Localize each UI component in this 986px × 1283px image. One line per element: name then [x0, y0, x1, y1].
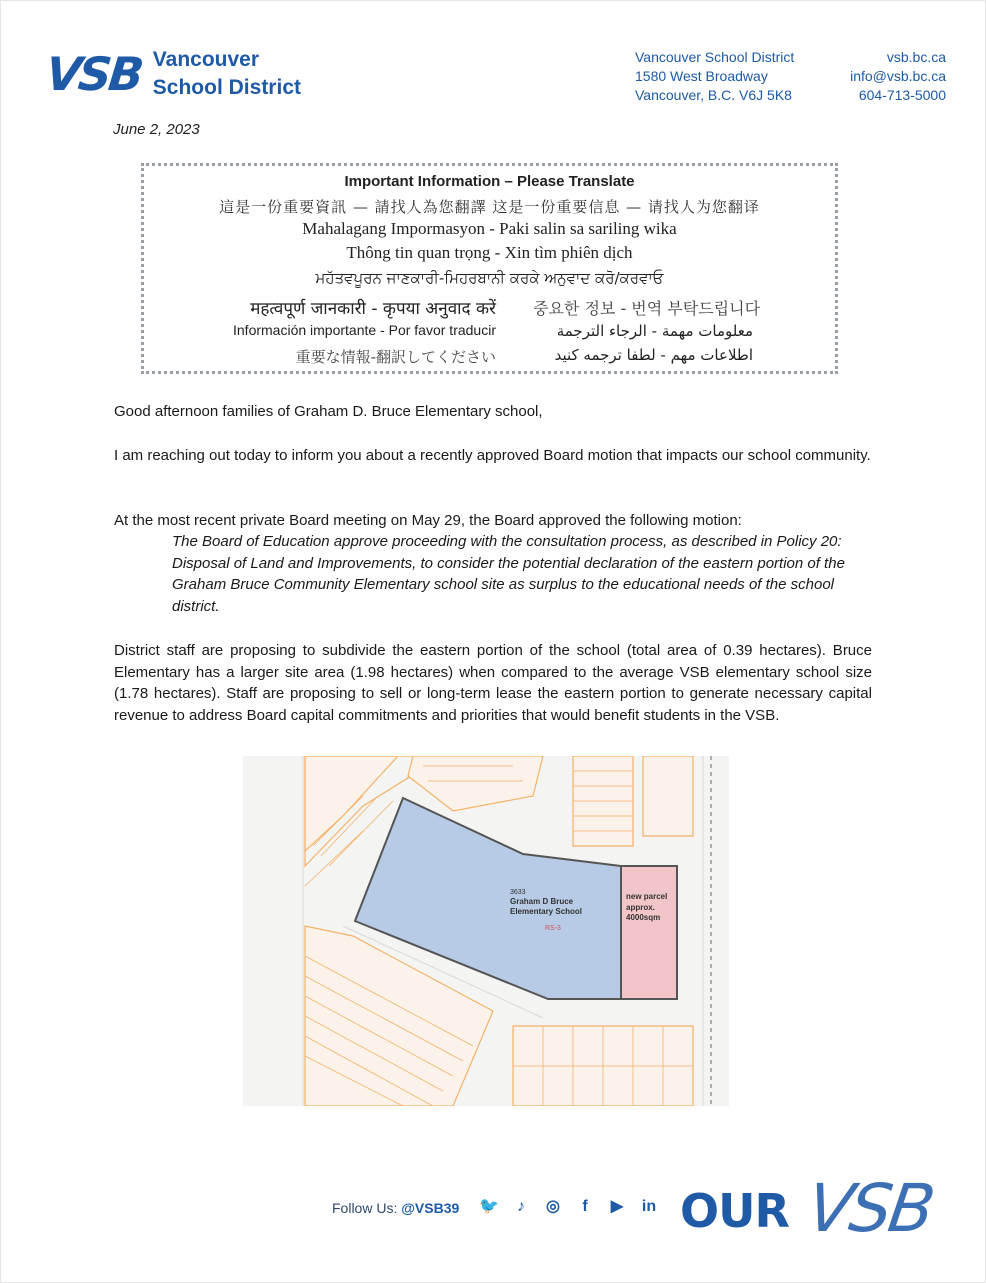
paragraph-proposal: District staff are proposing to subdivide the eastern portion of the school (total area of 0.39 hectares). Bruce Elementary has a larger site area (1.98 hectares) when compared to the average VSB elementary school size (1.78 hectares). Staff are proposing to sell or long-term lease the eastern portion to generate necessary capital revenue to address Board capital commitments and priorities that would benefit students in the VSB. — [114, 642, 872, 725]
youtube-icon[interactable]: ▶ — [610, 1198, 624, 1215]
site-map — [243, 756, 729, 1106]
logo-line-2: School District — [152, 76, 301, 99]
tiktok-icon[interactable]: ♪ — [517, 1198, 525, 1215]
website-link[interactable]: vsb.bc.ca — [886, 49, 946, 65]
phone-number: 604-713-5000 — [858, 87, 946, 103]
logo-line-1: Vancouver — [152, 48, 260, 71]
instagram-icon[interactable]: ◎ — [546, 1198, 560, 1215]
brand-our: OUR — [680, 1184, 789, 1238]
twitter-icon[interactable]: 🐦 — [479, 1198, 499, 1215]
logo-mark: VSB — [43, 47, 144, 101]
facebook-icon[interactable]: f — [582, 1198, 588, 1215]
new-parcel — [621, 866, 677, 999]
translate-hindi: महत्वपूर्ण जानकारी - कृपया अनुवाद करें — [250, 299, 496, 319]
parcel-label-2: approx. — [626, 903, 655, 912]
translate-punjabi: ਮਹੱਤਵਪੂਰਨ ਜਾਣਕਾਰੀ-ਮਿਹਰਬਾਨੀ ਕਰਕੇ ਅਨੁਵਾਦ ਕਰੋ/ਕਰਵਾਓ — [315, 269, 664, 287]
logo-name — [153, 46, 301, 102]
zone-label: RS-3 — [545, 925, 561, 932]
translate-tagalog: Mahalagang Impormasyon - Paki salin sa sariling wika — [302, 219, 677, 238]
translation-notice — [141, 163, 838, 374]
school-label-2: Elementary School — [510, 907, 583, 916]
district-contact — [850, 48, 946, 105]
translate-korean: 중요한 정보 - 번역 부탁드립니다 — [533, 299, 761, 318]
translate-title: Important Information – Please Translate — [344, 173, 635, 190]
address-line: Vancouver, B.C. V6J 5K8 — [635, 87, 792, 103]
follow-label: Follow Us: — [332, 1200, 398, 1216]
motion-quote: The Board of Education approve proceeding with the consultation process, as described in Policy 20: Disposal of Land and Improvements, to consider the potential declaration of the eastern portion of the Graham Bruce Community Elementary school site as surplus to the educational needs of the school district. — [172, 533, 845, 616]
school-label-1: Graham D Bruce — [510, 897, 574, 906]
social-handle[interactable]: @VSB39 — [401, 1200, 460, 1216]
translate-spanish: Información importante - Por favor traducir — [233, 322, 496, 338]
translate-farsi: اطلاعات مهم - لطفا ترجمه کنید — [554, 346, 753, 364]
district-address — [635, 48, 794, 105]
map-graphic — [243, 756, 729, 1106]
greeting: Good afternoon families of Graham D. Bruce Elementary school, — [114, 403, 543, 420]
school-number: 3633 — [510, 889, 526, 896]
linkedin-icon[interactable]: in — [641, 1198, 657, 1215]
address-line: 1580 West Broadway — [635, 68, 768, 84]
parcel-label-1: new parcel — [626, 892, 668, 901]
address-line: Vancouver School District — [635, 49, 795, 65]
translate-vietnamese: Thông tin quan trọng - Xin tìm phiên dịch — [346, 243, 633, 262]
letter-date: June 2, 2023 — [113, 121, 200, 138]
parcel-label-3: 4000sqm — [626, 913, 661, 922]
paragraph-intro: I am reaching out today to inform you about a recently approved Board motion that impacts our school community. — [114, 447, 871, 464]
vsb-logo[interactable] — [43, 46, 301, 102]
translate-japanese: 重要な情報-翻訳してください — [295, 348, 496, 366]
follow-us — [332, 1200, 459, 1216]
translate-chinese: 這是一份重要資訊 — 請找人為您翻譯 这是一份重要信息 — 请找人为您翻译 — [219, 198, 760, 216]
translate-arabic: معلومات مهمة - الرجاء الترجمة — [556, 322, 753, 340]
brand-vsb: VSB — [802, 1170, 937, 1247]
email-link[interactable]: info@vsb.bc.ca — [850, 68, 946, 84]
paragraph-motion-intro: At the most recent private Board meeting on May 29, the Board approved the following motion: — [114, 512, 742, 529]
social-icons — [478, 1196, 660, 1218]
